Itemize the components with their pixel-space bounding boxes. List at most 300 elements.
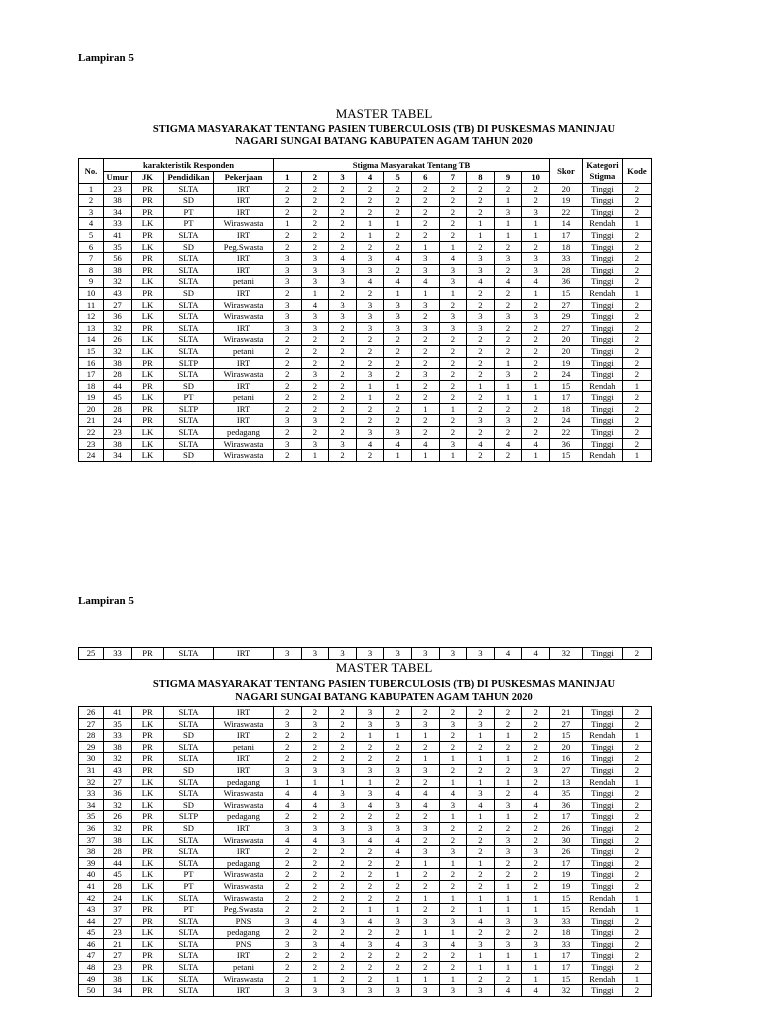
cell-s2: 1	[301, 450, 329, 462]
cell-s6: 2	[411, 334, 439, 346]
cell-s1: 3	[274, 264, 302, 276]
cell-s3: 3	[329, 764, 357, 776]
cell-umur: 41	[104, 229, 132, 241]
table-row	[79, 973, 652, 985]
table-subtitle-line1: STIGMA MASYARAKAT TENTANG PASIEN TUBERCULOSIS (TB) DI PUSKESMAS MANINJAU	[152, 124, 616, 135]
cell-s1: 3	[274, 322, 302, 334]
cell-s8: 2	[467, 299, 495, 311]
cell-s6: 2	[411, 311, 439, 323]
cell-kategori: Tinggi	[582, 985, 622, 997]
cell-s4: 2	[356, 880, 384, 892]
cell-s9: 2	[494, 857, 522, 869]
cell-kategori: Tinggi	[582, 195, 622, 207]
cell-s8: 1	[467, 380, 495, 392]
cell-no: 22	[79, 427, 104, 439]
cell-no: 8	[79, 264, 104, 276]
cell-s6: 3	[411, 253, 439, 265]
cell-kategori: Rendah	[582, 218, 622, 230]
cell-s6: 2	[411, 707, 439, 719]
header-pendidikan: Pendidikan	[164, 172, 214, 184]
cell-pendidikan: SLTA	[164, 345, 214, 357]
cell-s7: 2	[439, 229, 467, 241]
cell-s1: 2	[274, 927, 302, 939]
cell-s8: 4	[467, 276, 495, 288]
cell-jk: LK	[132, 869, 164, 881]
cell-umur: 28	[104, 369, 132, 381]
cell-pekerjaan: IRT	[214, 403, 274, 415]
cell-no: 27	[79, 718, 104, 730]
cell-no: 33	[79, 788, 104, 800]
cell-s8: 3	[467, 264, 495, 276]
cell-kode: 2	[622, 764, 651, 776]
cell-umur: 34	[104, 206, 132, 218]
cell-s6: 2	[411, 357, 439, 369]
cell-s4: 2	[356, 927, 384, 939]
cell-s3: 2	[329, 857, 357, 869]
cell-s4: 2	[356, 345, 384, 357]
cell-s3: 2	[329, 415, 357, 427]
cell-s4: 2	[356, 241, 384, 253]
cell-s7: 2	[439, 195, 467, 207]
cell-s5: 2	[384, 369, 412, 381]
cell-s9: 3	[494, 253, 522, 265]
table-row	[79, 811, 652, 823]
cell-s5: 4	[384, 834, 412, 846]
cell-s2: 2	[301, 811, 329, 823]
cell-s1: 3	[274, 415, 302, 427]
cell-s7: 3	[439, 718, 467, 730]
cell-s2: 3	[301, 718, 329, 730]
cell-s7: 2	[439, 183, 467, 195]
cell-s8: 4	[467, 438, 495, 450]
cell-s4: 4	[356, 799, 384, 811]
cell-s10: 3	[522, 253, 550, 265]
cell-s1: 2	[274, 334, 302, 346]
cell-no: 49	[79, 973, 104, 985]
cell-pendidikan: SLTA	[164, 950, 214, 962]
cell-s1: 2	[274, 380, 302, 392]
cell-s3: 2	[329, 195, 357, 207]
header-item-3: 3	[329, 172, 357, 184]
cell-s8: 1	[467, 218, 495, 230]
cell-skor: 24	[549, 369, 582, 381]
cell-s8: 1	[467, 962, 495, 974]
cell-skor: 15	[549, 973, 582, 985]
cell-s6: 1	[411, 927, 439, 939]
cell-s4: 1	[356, 392, 384, 404]
cell-s5: 2	[384, 392, 412, 404]
cell-s1: 2	[274, 345, 302, 357]
cell-s3: 2	[329, 322, 357, 334]
cell-no: 2	[79, 195, 104, 207]
cell-s5: 3	[384, 822, 412, 834]
cell-s2: 2	[301, 229, 329, 241]
cell-no: 43	[79, 904, 104, 916]
cell-kategori: Tinggi	[582, 764, 622, 776]
table-row	[79, 846, 652, 858]
cell-kode: 2	[622, 950, 651, 962]
cell-s1: 3	[274, 985, 302, 997]
cell-skor: 15	[549, 380, 582, 392]
cell-kategori: Tinggi	[582, 299, 622, 311]
cell-skor: 18	[549, 927, 582, 939]
cell-umur: 27	[104, 950, 132, 962]
cell-pendidikan: SD	[164, 380, 214, 392]
cell-s7: 1	[439, 892, 467, 904]
cell-no: 21	[79, 415, 104, 427]
table-body-single	[79, 648, 652, 660]
cell-s2: 3	[301, 985, 329, 997]
cell-s1: 1	[274, 218, 302, 230]
cell-pendidikan: SLTA	[164, 264, 214, 276]
cell-s6: 3	[411, 846, 439, 858]
cell-s8: 1	[467, 892, 495, 904]
cell-no: 39	[79, 857, 104, 869]
cell-jk: PR	[132, 846, 164, 858]
cell-jk: PR	[132, 962, 164, 974]
cell-umur: 27	[104, 776, 132, 788]
cell-umur: 38	[104, 973, 132, 985]
cell-s2: 2	[301, 403, 329, 415]
cell-skor: 33	[549, 938, 582, 950]
cell-skor: 20	[549, 334, 582, 346]
cell-kode: 2	[622, 264, 651, 276]
cell-s9: 2	[494, 264, 522, 276]
cell-umur: 21	[104, 938, 132, 950]
cell-s4: 1	[356, 229, 384, 241]
cell-kategori: Tinggi	[582, 345, 622, 357]
cell-s3: 2	[329, 403, 357, 415]
cell-skor: 18	[549, 403, 582, 415]
cell-s1: 2	[274, 287, 302, 299]
cell-kategori: Tinggi	[582, 206, 622, 218]
cell-s7: 3	[439, 985, 467, 997]
cell-umur: 32	[104, 322, 132, 334]
cell-s9: 1	[494, 776, 522, 788]
cell-pekerjaan: IRT	[214, 206, 274, 218]
cell-kode: 1	[622, 450, 651, 462]
cell-s9: 2	[494, 299, 522, 311]
cell-kategori: Tinggi	[582, 915, 622, 927]
table-row	[79, 776, 652, 788]
cell-s8: 4	[467, 915, 495, 927]
cell-pekerjaan: Peg.Swasta	[214, 241, 274, 253]
cell-jk: PR	[132, 904, 164, 916]
cell-s3: 3	[329, 299, 357, 311]
cell-s4: 2	[356, 403, 384, 415]
cell-s5: 2	[384, 811, 412, 823]
cell-s8: 2	[467, 707, 495, 719]
cell-s5: 3	[384, 322, 412, 334]
cell-s4: 1	[356, 218, 384, 230]
table-row	[79, 229, 652, 241]
cell-s2: 2	[301, 741, 329, 753]
cell-s1: 2	[274, 857, 302, 869]
cell-s3: 3	[329, 311, 357, 323]
cell-s5: 2	[384, 195, 412, 207]
cell-s10: 1	[522, 973, 550, 985]
cell-umur: 34	[104, 450, 132, 462]
cell-s10: 1	[522, 287, 550, 299]
cell-kategori: Tinggi	[582, 415, 622, 427]
cell-s4: 2	[356, 846, 384, 858]
cell-s5: 2	[384, 415, 412, 427]
cell-s2: 3	[301, 415, 329, 427]
cell-s2: 2	[301, 880, 329, 892]
table-row	[79, 915, 652, 927]
table-row	[79, 834, 652, 846]
cell-s9: 3	[494, 846, 522, 858]
cell-kategori: Tinggi	[582, 950, 622, 962]
cell-s3: 3	[329, 264, 357, 276]
cell-skor: 20	[549, 183, 582, 195]
cell-s10: 2	[522, 369, 550, 381]
cell-s7: 2	[439, 206, 467, 218]
cell-no: 42	[79, 892, 104, 904]
cell-pendidikan: SLTA	[164, 741, 214, 753]
cell-kategori: Rendah	[582, 730, 622, 742]
cell-pekerjaan: pedagang	[214, 927, 274, 939]
cell-s4: 1	[356, 904, 384, 916]
cell-s10: 2	[522, 299, 550, 311]
cell-s10: 3	[522, 206, 550, 218]
cell-s10: 1	[522, 904, 550, 916]
cell-s9: 2	[494, 788, 522, 800]
cell-pendidikan: SD	[164, 764, 214, 776]
cell-jk: PR	[132, 357, 164, 369]
cell-s3: 2	[329, 730, 357, 742]
cell-skor: 30	[549, 834, 582, 846]
cell-s9: 2	[494, 707, 522, 719]
cell-s7: 1	[439, 241, 467, 253]
cell-s9: 3	[494, 369, 522, 381]
cell-s4: 3	[356, 311, 384, 323]
cell-s6: 3	[411, 985, 439, 997]
cell-skor: 35	[549, 788, 582, 800]
cell-s9: 2	[494, 183, 522, 195]
cell-s5: 4	[384, 788, 412, 800]
cell-s8: 1	[467, 730, 495, 742]
cell-pendidikan: SLTA	[164, 648, 214, 660]
cell-s8: 2	[467, 195, 495, 207]
cell-s3: 2	[329, 973, 357, 985]
cell-s7: 2	[439, 369, 467, 381]
table-row	[79, 369, 652, 381]
cell-s7: 3	[439, 438, 467, 450]
cell-jk: PR	[132, 730, 164, 742]
cell-s9: 4	[494, 985, 522, 997]
cell-s3: 2	[329, 753, 357, 765]
cell-s6: 2	[411, 962, 439, 974]
cell-pekerjaan: IRT	[214, 183, 274, 195]
cell-s2: 2	[301, 846, 329, 858]
cell-kode: 1	[622, 287, 651, 299]
cell-pekerjaan: Wiraswasta	[214, 369, 274, 381]
cell-jk: LK	[132, 438, 164, 450]
cell-s2: 2	[301, 183, 329, 195]
cell-s3: 3	[329, 915, 357, 927]
cell-s2: 3	[301, 322, 329, 334]
cell-jk: PR	[132, 229, 164, 241]
cell-s10: 3	[522, 846, 550, 858]
cell-s6: 2	[411, 380, 439, 392]
table-row	[79, 764, 652, 776]
cell-skor: 17	[549, 962, 582, 974]
cell-s3: 2	[329, 218, 357, 230]
cell-s8: 2	[467, 206, 495, 218]
header-item-1: 1	[274, 172, 302, 184]
cell-s1: 2	[274, 753, 302, 765]
cell-s7: 4	[439, 788, 467, 800]
cell-skor: 22	[549, 427, 582, 439]
cell-kategori: Tinggi	[582, 264, 622, 276]
header-item-8: 8	[467, 172, 495, 184]
cell-s6: 3	[411, 915, 439, 927]
cell-kode: 2	[622, 195, 651, 207]
cell-no: 17	[79, 369, 104, 381]
cell-s5: 2	[384, 880, 412, 892]
cell-s4: 3	[356, 648, 384, 660]
cell-pekerjaan: Wiraswasta	[214, 880, 274, 892]
cell-s9: 4	[494, 276, 522, 288]
cell-s4: 1	[356, 776, 384, 788]
cell-s1: 2	[274, 241, 302, 253]
cell-umur: 32	[104, 276, 132, 288]
cell-s5: 1	[384, 904, 412, 916]
cell-jk: LK	[132, 311, 164, 323]
cell-s1: 2	[274, 846, 302, 858]
cell-s8: 1	[467, 904, 495, 916]
cell-jk: LK	[132, 334, 164, 346]
cell-s7: 3	[439, 915, 467, 927]
cell-s7: 2	[439, 950, 467, 962]
header-kategori: Kategori Stigma	[582, 159, 622, 184]
cell-no: 48	[79, 962, 104, 974]
cell-kategori: Tinggi	[582, 811, 622, 823]
cell-kode: 2	[622, 811, 651, 823]
single-row-table	[78, 647, 652, 660]
cell-s9: 1	[494, 880, 522, 892]
cell-s9: 2	[494, 427, 522, 439]
cell-s2: 4	[301, 834, 329, 846]
cell-pekerjaan: IRT	[214, 264, 274, 276]
cell-pekerjaan: IRT	[214, 730, 274, 742]
cell-umur: 32	[104, 799, 132, 811]
cell-umur: 27	[104, 915, 132, 927]
cell-pendidikan: SD	[164, 241, 214, 253]
cell-s8: 1	[467, 811, 495, 823]
cell-pendidikan: SD	[164, 730, 214, 742]
cell-s7: 1	[439, 753, 467, 765]
cell-no: 26	[79, 707, 104, 719]
cell-s4: 2	[356, 950, 384, 962]
cell-s8: 2	[467, 357, 495, 369]
table-subtitle-2-line1: STIGMA MASYARAKAT TENTANG PASIEN TUBERCULOSIS (TB) DI PUSKESMAS MANINJAU	[152, 679, 616, 690]
cell-kategori: Rendah	[582, 892, 622, 904]
cell-s3: 2	[329, 718, 357, 730]
cell-s8: 3	[467, 938, 495, 950]
cell-pekerjaan: IRT	[214, 950, 274, 962]
cell-kode: 2	[622, 834, 651, 846]
cell-s1: 3	[274, 822, 302, 834]
cell-kategori: Tinggi	[582, 392, 622, 404]
cell-kode: 2	[622, 206, 651, 218]
cell-s4: 3	[356, 427, 384, 439]
cell-pekerjaan: Peg.Swasta	[214, 904, 274, 916]
cell-kode: 1	[622, 904, 651, 916]
cell-jk: LK	[132, 857, 164, 869]
cell-kategori: Rendah	[582, 287, 622, 299]
cell-pendidikan: SLTP	[164, 357, 214, 369]
cell-s7: 2	[439, 741, 467, 753]
cell-s3: 2	[329, 392, 357, 404]
cell-skor: 26	[549, 846, 582, 858]
cell-s4: 2	[356, 183, 384, 195]
cell-s7: 3	[439, 264, 467, 276]
cell-jk: PR	[132, 950, 164, 962]
cell-skor: 17	[549, 857, 582, 869]
cell-s5: 3	[384, 799, 412, 811]
cell-s5: 2	[384, 707, 412, 719]
cell-s1: 2	[274, 369, 302, 381]
cell-s2: 2	[301, 334, 329, 346]
header-item-7: 7	[439, 172, 467, 184]
cell-s7: 2	[439, 822, 467, 834]
cell-s2: 3	[301, 764, 329, 776]
table-row	[79, 892, 652, 904]
cell-s5: 3	[384, 427, 412, 439]
cell-pekerjaan: Wiraswasta	[214, 334, 274, 346]
cell-no: 35	[79, 811, 104, 823]
cell-pendidikan: SLTA	[164, 973, 214, 985]
cell-s5: 3	[384, 311, 412, 323]
cell-kode: 1	[622, 218, 651, 230]
cell-s2: 3	[301, 938, 329, 950]
cell-s3: 2	[329, 741, 357, 753]
cell-s7: 2	[439, 880, 467, 892]
cell-s2: 3	[301, 276, 329, 288]
cell-pendidikan: SLTP	[164, 811, 214, 823]
cell-s1: 2	[274, 950, 302, 962]
cell-s10: 2	[522, 403, 550, 415]
cell-skor: 13	[549, 776, 582, 788]
cell-s1: 2	[274, 450, 302, 462]
cell-kategori: Tinggi	[582, 648, 622, 660]
cell-s4: 3	[356, 707, 384, 719]
cell-s3: 4	[329, 253, 357, 265]
cell-s6: 4	[411, 438, 439, 450]
header-jk: JK	[132, 172, 164, 184]
cell-jk: PR	[132, 707, 164, 719]
cell-s9: 1	[494, 950, 522, 962]
cell-s4: 2	[356, 195, 384, 207]
cell-kategori: Rendah	[582, 776, 622, 788]
cell-pendidikan: PT	[164, 392, 214, 404]
table-subtitle-2-line2: NAGARI SUNGAI BATANG KABUPATEN AGAM TAHUN 2020	[235, 692, 533, 703]
cell-s5: 3	[384, 718, 412, 730]
cell-s10: 2	[522, 707, 550, 719]
table-row	[79, 195, 652, 207]
header-item-2: 2	[301, 172, 329, 184]
cell-skor: 17	[549, 229, 582, 241]
table-row	[79, 253, 652, 265]
cell-pendidikan: SLTA	[164, 276, 214, 288]
cell-kategori: Tinggi	[582, 846, 622, 858]
cell-s7: 2	[439, 392, 467, 404]
cell-s6: 1	[411, 973, 439, 985]
cell-s3: 2	[329, 427, 357, 439]
cell-skor: 17	[549, 811, 582, 823]
